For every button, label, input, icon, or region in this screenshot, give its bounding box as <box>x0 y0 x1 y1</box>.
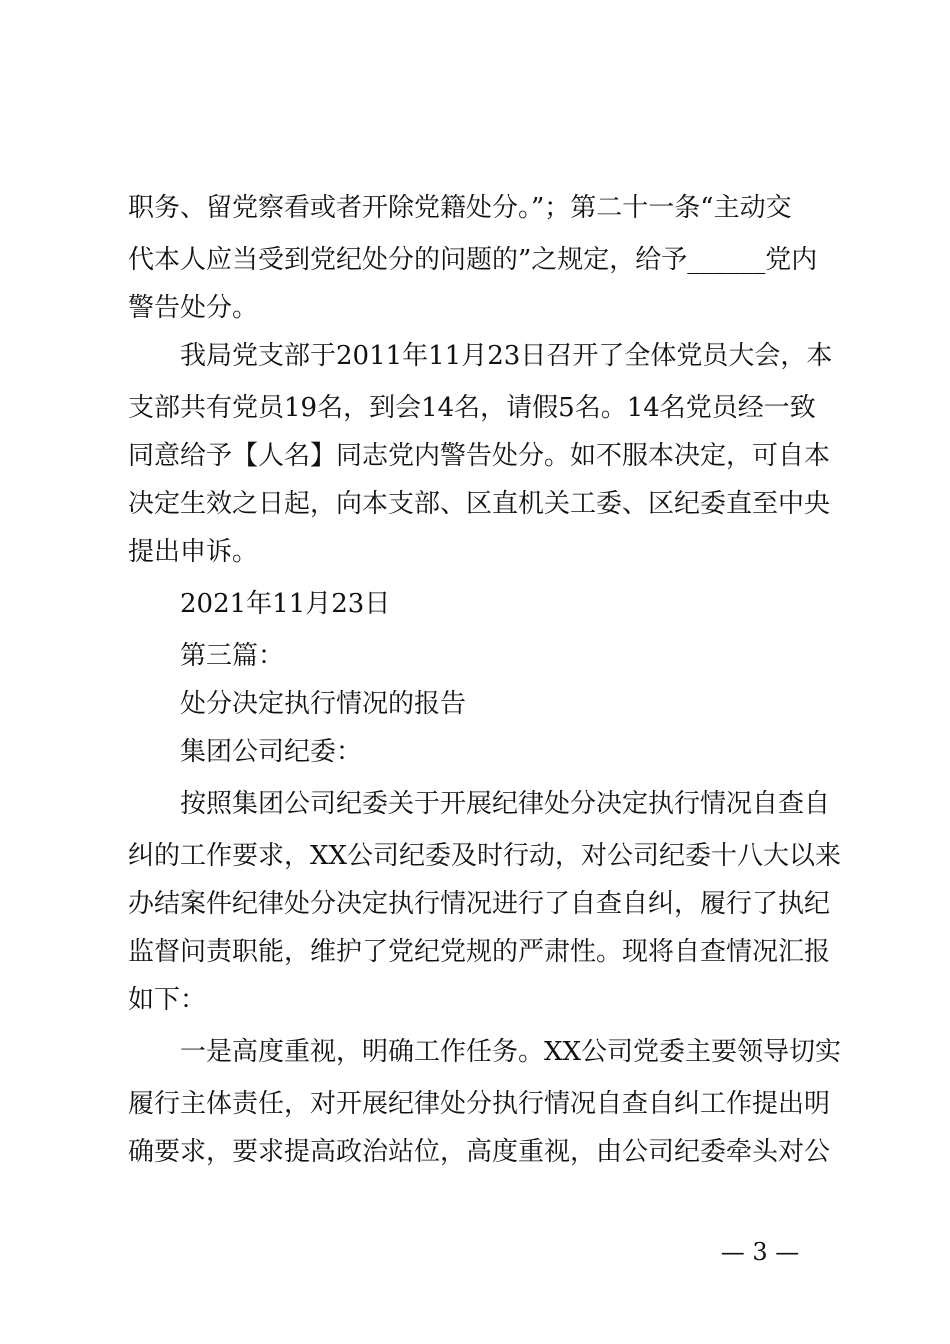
paragraph-line: 按照集团公司纪委关于开展纪律处分决定执行情况自查自 <box>180 789 831 819</box>
paragraph-line: 纠的工作要求，XX公司纪委及时行动，对公司纪委十八大以来 <box>128 841 842 871</box>
paragraph-line: 我局党支部于2011年11月23日召开了全体党员大会，本 <box>180 341 833 371</box>
paragraph-line: 一是高度重视，明确工作任务。XX公司党委主要领导切实 <box>180 1037 842 1067</box>
paragraph-line: 决定生效之日起，向本支部、区直机关工委、区纪委直至中央 <box>128 489 831 519</box>
paragraph-line: 同意给予【人名】同志党内警告处分。如不服本决定，可自本 <box>128 441 831 471</box>
paragraph-line: 职务、留党察看或者开除党籍处分。”；第二十一条“主动交 <box>128 193 792 223</box>
report-title: 处分决定执行情况的报告 <box>180 689 467 719</box>
paragraph-line: 警告处分。 <box>128 293 259 323</box>
page-number: — 3 — <box>720 1238 800 1266</box>
paragraph-line: 办结案件纪律处分决定执行情况进行了自查自纠，履行了执纪 <box>128 889 831 919</box>
paragraph-line: 履行主体责任，对开展纪律处分执行情况自查自纠工作提出明 <box>128 1089 831 1119</box>
paragraph-line: 监督问责职能，维护了党纪党规的严肃性。现将自查情况汇报 <box>128 937 831 967</box>
paragraph-line: 如下： <box>128 985 207 1015</box>
paragraph-line: 支部共有党员19名，到会14名，请假5名。14名党员经一致 <box>128 393 816 423</box>
paragraph-line: 提出申诉。 <box>128 537 259 567</box>
recipient-line: 集团公司纪委： <box>180 737 363 767</box>
paragraph-line: 代本人应当受到党纪处分的问题的”之规定，给予______党内 <box>128 245 818 275</box>
date-line: 2021年11月23日 <box>180 589 391 619</box>
paragraph-line: 确要求，要求提高政治站位，高度重视，由公司纪委牵头对公 <box>128 1137 831 1167</box>
section-heading: 第三篇： <box>180 641 285 671</box>
